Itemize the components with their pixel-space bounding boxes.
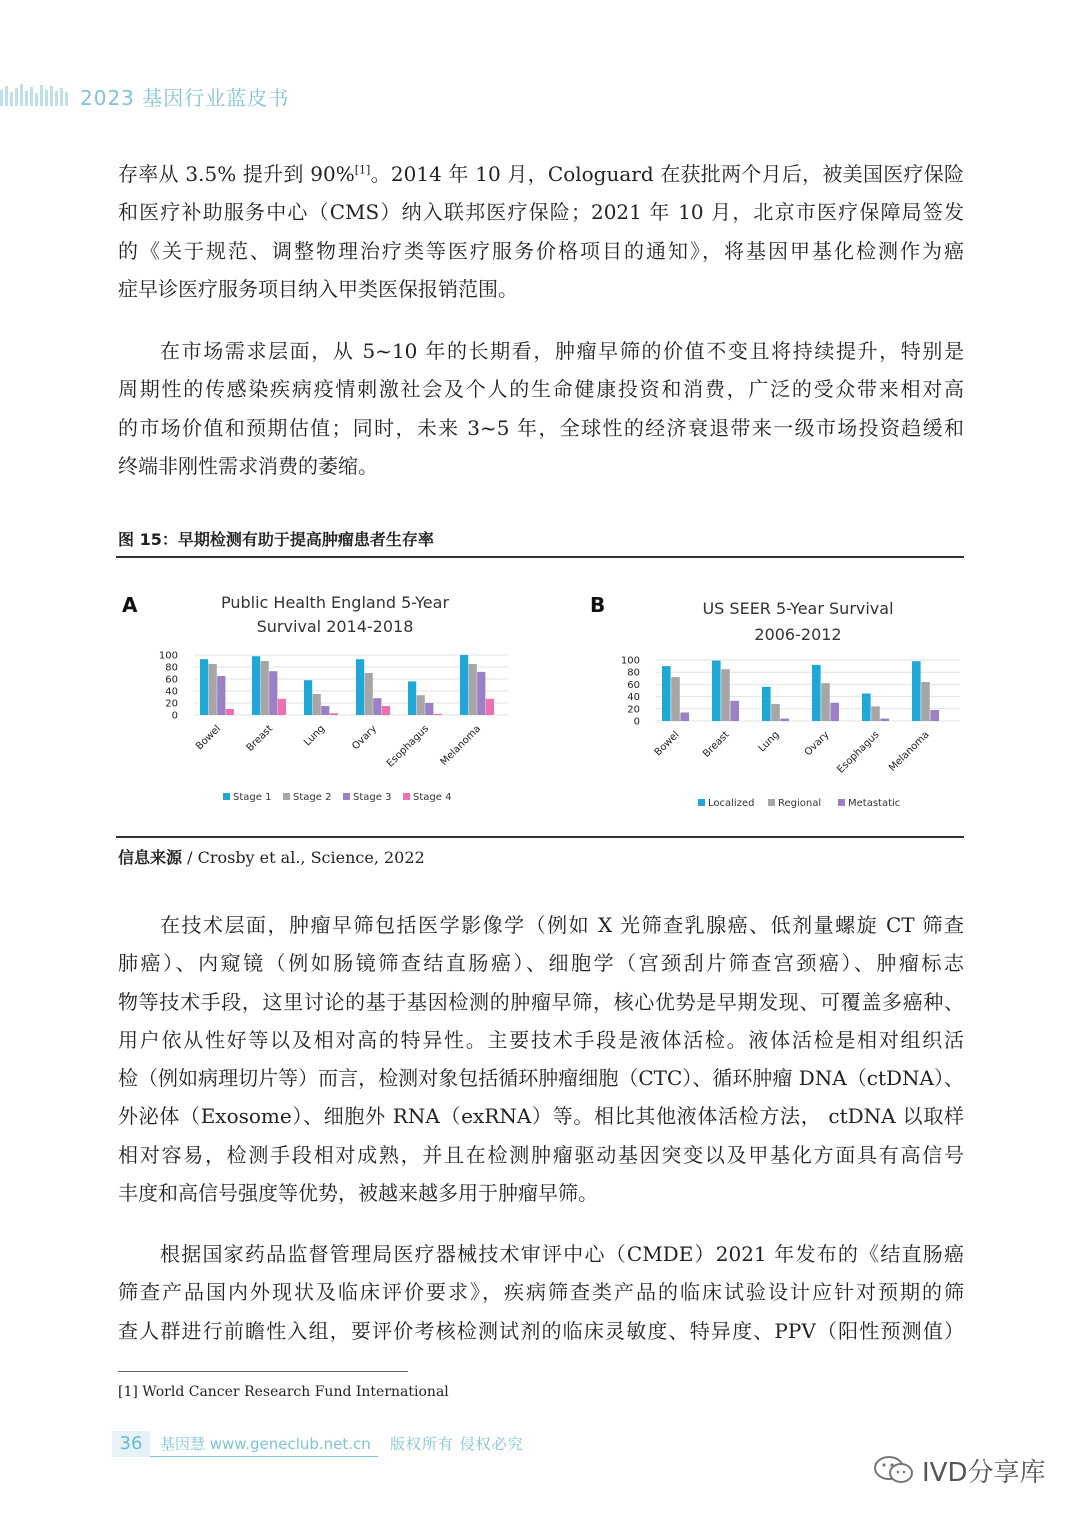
paragraph-line: 在市场需求层面，从 5~10 年的长期看，肿瘤早筛的价值不变且将持续提升，特别是 bbox=[160, 339, 964, 363]
y-tick-label: 0 bbox=[171, 710, 178, 722]
bar bbox=[812, 665, 821, 721]
figure-bottom-rule bbox=[116, 836, 964, 838]
legend-swatch bbox=[768, 799, 775, 806]
y-tick-label: 80 bbox=[627, 667, 640, 679]
x-tick-label: Lung bbox=[756, 729, 782, 755]
y-tick-label: 20 bbox=[627, 704, 640, 716]
bar bbox=[762, 687, 771, 721]
bar bbox=[356, 659, 364, 715]
bar bbox=[730, 701, 739, 721]
bar bbox=[261, 661, 269, 715]
x-tick-label: Breast bbox=[244, 723, 276, 754]
bar bbox=[921, 682, 930, 721]
paragraph-line: 肺癌）、内窥镜（例如肠镜筛查结直肠癌）、细胞学（宫颈刮片筛查宫颈癌）、肿瘤标志 bbox=[118, 951, 964, 976]
bar bbox=[382, 706, 390, 715]
y-tick-label: 100 bbox=[620, 655, 640, 667]
bar bbox=[373, 698, 381, 715]
paragraph-line: 周期性的传感染疾病疫情刺激社会及个人的生命健康投资和消费，广泛的受众带来相对高 bbox=[118, 377, 964, 402]
paragraph-4 bbox=[118, 1235, 964, 1350]
paragraph-line: 丰度和高信号强度等优势，被越来越多用于肿瘤早筛。 bbox=[118, 1181, 598, 1206]
bar bbox=[469, 664, 477, 715]
paragraph-2 bbox=[118, 332, 964, 485]
paragraph-line: 在技术层面，肿瘤早筛包括医学影像学（例如 X 光筛查乳腺癌、低剂量螺旋 CT 筛查 bbox=[160, 913, 964, 937]
y-tick-label: 60 bbox=[165, 674, 178, 686]
legend-label: Stage 3 bbox=[353, 792, 392, 803]
bar bbox=[780, 719, 789, 721]
figure-caption: 图 15：早期检测有助于提高肿瘤患者生存率 bbox=[118, 530, 434, 549]
bar bbox=[408, 681, 416, 715]
paragraph-line: 根据国家药品监督管理局医疗器械技术审评中心（CMDE）2021 年发布的《结直肠癌 bbox=[160, 1242, 964, 1266]
paragraph-line: 终端非刚性需求消费的萎缩。 bbox=[118, 453, 378, 478]
legend-swatch bbox=[838, 799, 845, 806]
footer-site-link[interactable]: 基因慧 www.geneclub.net.cn bbox=[160, 1435, 371, 1453]
chart-title: US SEER 5-Year Survival bbox=[702, 599, 894, 618]
y-tick-label: 40 bbox=[627, 692, 640, 704]
legend-swatch bbox=[343, 793, 350, 800]
paragraph-line: 物等技术手段，这里讨论的基于基因检测的肿瘤早筛，核心优势是早期发现、可覆盖多癌种、 bbox=[118, 989, 964, 1014]
bar bbox=[671, 677, 680, 721]
bar bbox=[821, 683, 830, 721]
bar bbox=[417, 695, 425, 715]
bar bbox=[460, 655, 468, 715]
figure-top-rule bbox=[116, 556, 964, 558]
x-tick-label: Esophagus bbox=[384, 723, 432, 770]
bar bbox=[862, 694, 871, 721]
bar bbox=[712, 661, 721, 721]
y-tick-label: 60 bbox=[627, 679, 640, 691]
header-title: 2023 基因行业蓝皮书 bbox=[80, 86, 290, 110]
paragraph-line: 的市场价值和预期估值；同时，未来 3~5 年，全球性的经济衰退带来一级市场投资趋缓和 bbox=[118, 415, 964, 440]
footer-rights: 版权所有 侵权必究 bbox=[390, 1435, 524, 1453]
bar bbox=[830, 703, 839, 721]
bar bbox=[209, 664, 217, 715]
paragraph-1 bbox=[118, 155, 964, 308]
bar bbox=[425, 703, 433, 715]
x-tick-label: Ovary bbox=[350, 723, 380, 753]
chart-title: 2006-2012 bbox=[754, 625, 842, 644]
legend-label: Stage 1 bbox=[233, 792, 272, 803]
x-tick-label: Melanoma bbox=[887, 729, 932, 774]
bar bbox=[486, 699, 494, 715]
bar bbox=[252, 656, 260, 715]
paragraph-line: 症早诊医疗服务项目纳入甲类医保报销范围。 bbox=[118, 276, 518, 301]
paragraph-line: 外泌体（Exosome）、细胞外 RNA（exRNA）等。相比其他液体活检方法， ctDNA 以取样 bbox=[118, 1104, 964, 1129]
bar bbox=[477, 672, 485, 715]
x-tick-label: Melanoma bbox=[438, 723, 484, 768]
bar bbox=[912, 661, 921, 721]
legend-swatch bbox=[223, 793, 230, 800]
chart-title: Survival 2014-2018 bbox=[256, 617, 414, 636]
x-tick-label: Ovary bbox=[802, 729, 832, 759]
chart-panel-a bbox=[116, 580, 536, 815]
panel-letter: A bbox=[122, 593, 138, 617]
footer-underline bbox=[150, 1456, 378, 1457]
paragraph-line: 存率从 3.5% 提升到 90%[1]。2014 年 10 月，Cologuard 在获批两个月后，被美国医疗保险 bbox=[118, 162, 965, 186]
chart-panel-b bbox=[584, 580, 974, 825]
bar bbox=[330, 713, 338, 715]
chart-title: Public Health England 5-Year bbox=[220, 593, 450, 612]
legend-label: Stage 4 bbox=[413, 792, 452, 803]
bar bbox=[304, 680, 312, 715]
y-tick-label: 40 bbox=[165, 686, 178, 698]
x-tick-label: Breast bbox=[701, 729, 732, 760]
paragraph-line: 查人群进行前瞻性入组，要评价考核检测试剂的临床灵敏度、特异度、PPV（阳性预测值） bbox=[118, 1318, 964, 1343]
bar bbox=[880, 719, 889, 721]
bar bbox=[871, 706, 880, 721]
footnote: [1] World Cancer Research Fund International bbox=[118, 1384, 449, 1400]
paragraph-line: 相对容易，检测手段相对成熟，并且在检测肿瘤驱动基因突变以及甲基化方面具有高信号 bbox=[118, 1142, 964, 1167]
panel-letter: B bbox=[590, 593, 606, 617]
paragraph-line: 筛查产品国内外现状及临床评价要求》，疾病筛查类产品的临床试验设计应针对预期的筛 bbox=[118, 1280, 964, 1305]
footnote-rule bbox=[118, 1371, 408, 1372]
footnote-ref[interactable]: [1] bbox=[354, 163, 371, 177]
bar bbox=[217, 676, 225, 715]
y-tick-label: 100 bbox=[158, 650, 178, 662]
legend-swatch bbox=[403, 793, 410, 800]
bar bbox=[321, 706, 329, 715]
header-bars-decoration bbox=[0, 82, 70, 106]
paragraph-line: 用户依从性好等以及相对高的特异性。主要技术手段是液体活检。液体活检是相对组织活 bbox=[118, 1027, 964, 1052]
y-tick-label: 20 bbox=[165, 698, 178, 710]
legend-label: Stage 2 bbox=[293, 792, 332, 803]
x-tick-label: Bowel bbox=[194, 723, 224, 753]
paragraph-line: 的《关于规范、调整物理治疗类等医疗服务价格项目的通知》，将基因甲基化检测作为癌 bbox=[118, 238, 964, 263]
y-tick-label: 80 bbox=[165, 662, 178, 674]
bar bbox=[662, 666, 671, 721]
figure-source bbox=[118, 845, 425, 868]
legend-swatch bbox=[698, 799, 705, 806]
page-number: 36 bbox=[112, 1431, 150, 1457]
bar bbox=[680, 712, 689, 721]
bar bbox=[434, 714, 442, 715]
bar bbox=[771, 704, 780, 721]
bar bbox=[269, 671, 277, 715]
legend-swatch bbox=[283, 793, 290, 800]
x-tick-label: Lung bbox=[302, 723, 328, 749]
bar bbox=[200, 659, 208, 715]
bar bbox=[365, 673, 373, 715]
bar bbox=[226, 709, 234, 715]
bar bbox=[313, 694, 321, 715]
source-label: 信息来源 bbox=[118, 848, 183, 867]
legend-label: Metastatic bbox=[848, 798, 901, 809]
wechat-icon bbox=[872, 1454, 916, 1486]
bar bbox=[721, 669, 730, 721]
paragraph-3 bbox=[118, 906, 964, 1212]
bar bbox=[278, 699, 286, 715]
legend-label: Regional bbox=[778, 798, 822, 809]
watermark-text: IVD分享库 bbox=[922, 1458, 1046, 1488]
x-tick-label: Bowel bbox=[652, 729, 682, 759]
x-tick-label: Esophagus bbox=[835, 729, 882, 776]
bar bbox=[930, 710, 939, 721]
legend-label: Localized bbox=[708, 798, 755, 809]
paragraph-line: 和医疗补助服务中心（CMS）纳入联邦医疗保险；2021 年 10 月，北京市医疗保障局签发 bbox=[118, 200, 964, 225]
y-tick-label: 0 bbox=[633, 716, 640, 728]
paragraph-line: 检（例如病理切片等）而言，检测对象包括循环肿瘤细胞（CTC）、循环肿瘤 DNA（ctDNA）、 bbox=[118, 1066, 964, 1091]
source-text: / Crosby et al., Science, 2022 bbox=[182, 848, 425, 867]
